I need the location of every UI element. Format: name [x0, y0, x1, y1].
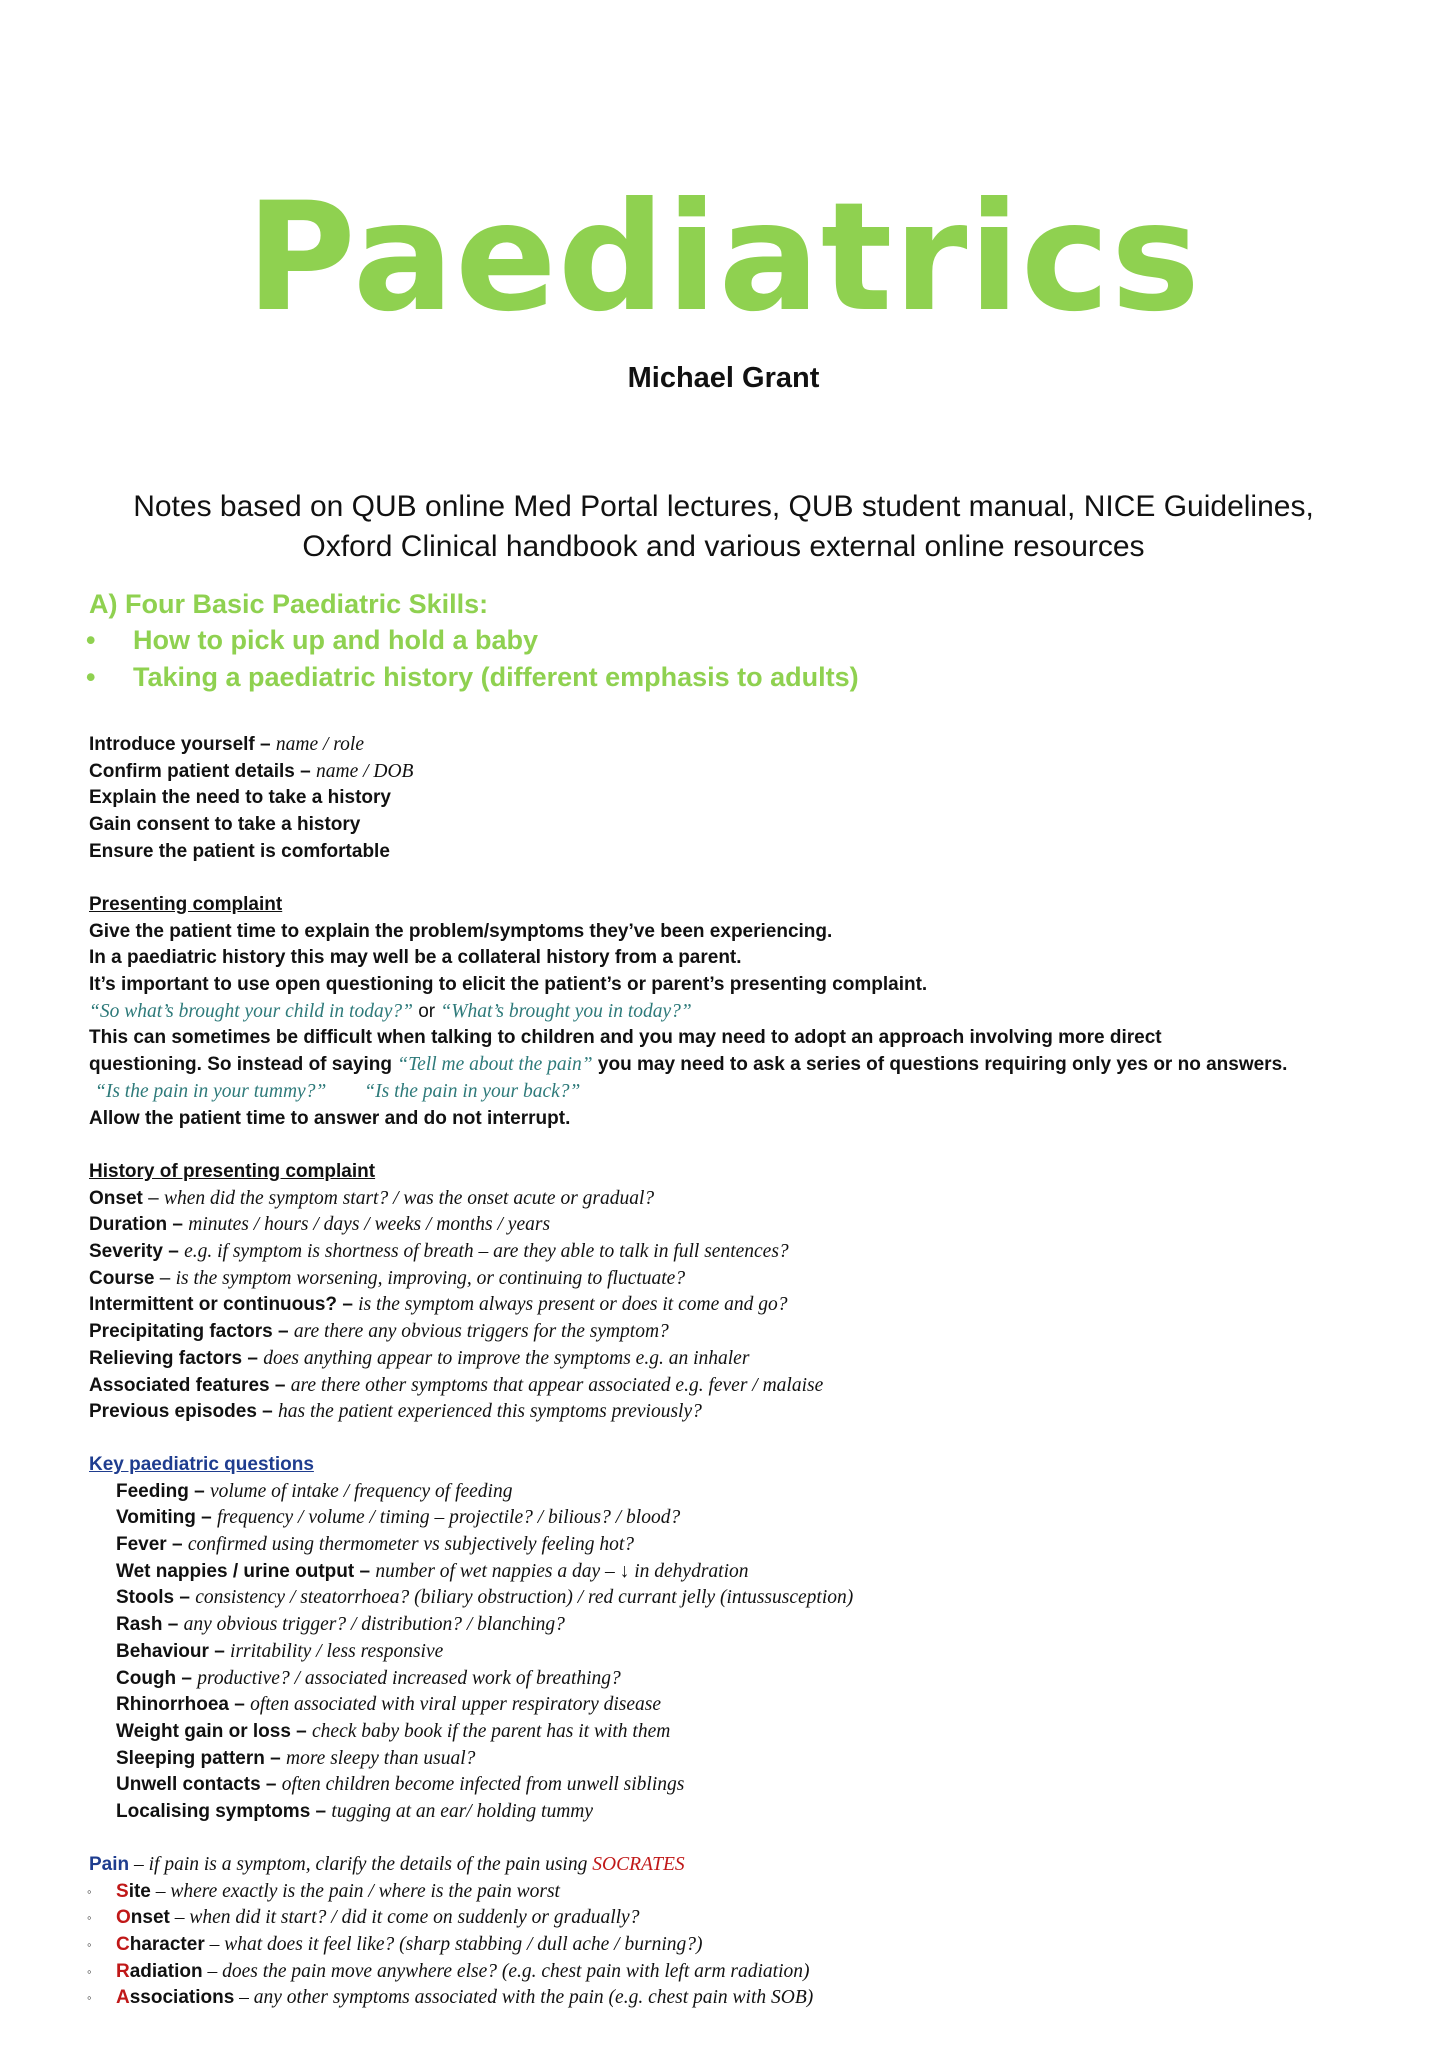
paragraph-line: Give the patient time to explain the problem/symptoms they’ve been experiencing. — [89, 920, 833, 942]
hpc-item — [89, 1266, 823, 1293]
text-span: – any other symptoms associated with the pain (e.g. chest pain with SOB) — [234, 1987, 814, 2009]
intro-line: Gain consent to take a history — [89, 814, 361, 836]
text-span: volume of intake / frequency of feeding — [209, 1480, 513, 1502]
paragraph-line: It’s important to use open questioning to elicit the patient’s or parent’s presenting complaint. — [89, 974, 928, 996]
key-question-item — [89, 1772, 853, 1799]
text-span: Weight gain or loss – — [116, 1720, 307, 1742]
text-span: Precipitating factors – — [89, 1321, 289, 1343]
text-span: Stools – — [116, 1587, 190, 1609]
text-span: Rhinorrhoea – — [116, 1694, 245, 1716]
text-span: “So what’s brought your child in today?” — [89, 1000, 413, 1022]
text-span: when did the symptom start? / was the onset acute or gradual? — [163, 1187, 655, 1209]
text-span: name / DOB — [315, 760, 414, 782]
key-question-item — [89, 1612, 853, 1639]
text-span: any obvious trigger? / distribution? / blanching? — [183, 1614, 565, 1636]
pain-section — [89, 1852, 813, 2012]
pain-intro-line — [89, 1852, 813, 1879]
key-question-item — [89, 1532, 853, 1559]
subtitle-line-2: Oxford Clinical handbook and various external online resources — [302, 530, 1145, 563]
socrates-item — [89, 1905, 813, 1932]
text-span: – does the pain move anywhere else? (e.g. chest pain with left arm radiation) — [202, 1960, 810, 1982]
text-span: irritability / less responsive — [230, 1640, 444, 1662]
text-span: minutes / hours / days / weeks / months / years — [188, 1214, 551, 1236]
text-span: Pain — [89, 1854, 130, 1875]
text-span: A — [116, 1987, 130, 2009]
section-heading: History of presenting complaint — [89, 1161, 376, 1182]
text-span: Feeding – — [116, 1480, 205, 1502]
text-span: haracter — [129, 1934, 205, 1956]
text-span: Unwell contacts – — [116, 1774, 277, 1796]
hpc-section — [89, 1159, 823, 1426]
text-span: “Is the pain in your back?” — [364, 1080, 581, 1102]
socrates-acronym: SOCRATES — [592, 1854, 685, 1875]
key-question-item — [89, 1559, 853, 1586]
text-span: – — [154, 1267, 176, 1289]
intro-line — [89, 732, 413, 759]
text-span: – where exactly is the pain / where is the pain worst — [150, 1880, 560, 1902]
socrates-item — [89, 1932, 813, 1959]
text-span: Associated features – — [89, 1374, 286, 1396]
text-span: frequency / volume / timing – projectile? / bilious? / blood? — [217, 1507, 681, 1529]
key-question-item — [89, 1666, 853, 1693]
text-span: R — [116, 1960, 130, 1982]
key-question-item — [89, 1799, 853, 1826]
paragraph-line: In a paediatric history this may well be a collateral history from a parent. — [89, 947, 742, 969]
text-span: does anything appear to improve the symptoms e.g. an inhaler — [263, 1347, 750, 1369]
text-span: tugging at an ear/ holding tummy — [331, 1800, 594, 1822]
text-span: Rash – — [116, 1614, 179, 1636]
text-span: name / role — [275, 734, 364, 755]
text-span: How to pick up and hold a baby — [133, 625, 539, 655]
text-span: productive? / associated increased work of breathing? — [197, 1667, 621, 1689]
key-questions-section — [89, 1452, 853, 1826]
section-heading: Presenting complaint — [89, 894, 283, 915]
text-span: are there other symptoms that appear associated e.g. fever / malaise — [290, 1374, 824, 1396]
hpc-item — [89, 1292, 823, 1319]
text-span: Course — [89, 1267, 155, 1289]
text-span: – when did it start? / did it come on suddenly or gradually? — [169, 1907, 640, 1929]
hpc-item — [89, 1212, 823, 1239]
text-span: Introduce yourself – — [89, 734, 276, 755]
text-span: Vomiting – — [116, 1507, 212, 1529]
key-question-item — [89, 1719, 853, 1746]
text-span: “Tell me about the pain” — [397, 1054, 593, 1076]
text-span: C — [116, 1934, 130, 1956]
text-span: e.g. if symptom is shortness of breath – are they able to talk in full sentences? — [184, 1241, 789, 1263]
text-span: is the symptom worsening, improving, or continuing to fluctuate? — [175, 1267, 686, 1289]
key-question-item — [89, 1692, 853, 1719]
bullet-icon: • — [86, 625, 96, 655]
subtitle-line-1: Notes based on QUB online Med Portal lectures, QUB student manual, NICE Guidelines, — [133, 490, 1314, 523]
paragraph-line: Allow the patient time to answer and do not interrupt. — [89, 1107, 571, 1129]
text-span: are there any obvious triggers for the symptom? — [293, 1321, 669, 1343]
hpc-item — [89, 1186, 823, 1213]
circle-bullet-icon: ◦ — [87, 1963, 92, 1979]
text-span: adiation — [129, 1960, 203, 1982]
text-span: Localising symptoms – — [116, 1800, 327, 1822]
key-question-item — [89, 1746, 853, 1773]
key-question-item — [89, 1639, 853, 1666]
key-question-item — [89, 1505, 853, 1532]
presenting-complaint-section — [89, 892, 1287, 1132]
paragraph-line — [89, 1052, 1287, 1079]
socrates-item — [89, 1985, 813, 2012]
text-span: ssociations — [129, 1987, 235, 2009]
key-question-item — [89, 1585, 853, 1612]
circle-bullet-icon: ◦ — [87, 1937, 92, 1953]
text-span: Relieving factors – — [89, 1347, 258, 1369]
hpc-item — [89, 1239, 823, 1266]
text-span: more sleepy than usual? — [285, 1747, 476, 1769]
socrates-item — [89, 1879, 813, 1906]
text-span: consistency / steatorrhoea? (biliary obstruction) / red currant jelly (intussusception) — [195, 1587, 854, 1609]
hpc-item — [89, 1319, 823, 1346]
text-span: Duration – — [89, 1214, 183, 1236]
text-span: Sleeping pattern – — [116, 1747, 281, 1769]
text-span: S — [116, 1880, 129, 1902]
author-name: Michael Grant — [627, 362, 820, 394]
text-span: is the symptom always present or does it come and go? — [358, 1294, 788, 1316]
text-span: – — [142, 1187, 164, 1209]
text-span: or — [412, 1000, 441, 1022]
section-heading: Key paediatric questions — [89, 1454, 314, 1475]
text-span: Fever – — [116, 1534, 183, 1556]
hpc-item — [89, 1373, 823, 1400]
circle-bullet-icon: ◦ — [87, 1990, 92, 2006]
text-span: “What’s brought you in today?” — [440, 1000, 692, 1022]
text-span: Severity – — [89, 1241, 179, 1263]
intro-line: Explain the need to take a history — [89, 787, 391, 809]
text-span: questioning. So instead of saying — [89, 1054, 398, 1076]
example-quotes-line — [89, 1079, 1287, 1106]
text-span: O — [116, 1907, 131, 1929]
circle-bullet-icon: ◦ — [87, 1910, 92, 1926]
circle-bullet-icon: ◦ — [87, 1883, 92, 1899]
intro-line — [89, 759, 413, 786]
subtitle — [100, 487, 1347, 567]
intro-block — [89, 732, 413, 865]
text-span: Taking a paediatric history (different emphasis to adults) — [133, 662, 859, 692]
text-span: Onset — [89, 1187, 143, 1209]
text-span: often associated with viral upper respiratory disease — [250, 1694, 662, 1716]
bullet-icon: • — [86, 662, 96, 692]
text-span: “Is the pain in your tummy?” — [95, 1080, 327, 1102]
text-span: you may need to ask a series of questions requiring only yes or no answers. — [592, 1054, 1288, 1076]
socrates-item — [89, 1959, 813, 1986]
text-span: Previous episodes – — [89, 1401, 273, 1423]
text-span: – if pain is a symptom, clarify the details of the pain using — [129, 1854, 593, 1875]
example-quotes-line — [89, 999, 1287, 1026]
text-span: Cough – — [116, 1667, 192, 1689]
text-span: – what does it feel like? (sharp stabbing / dull ache / burning?) — [204, 1934, 703, 1956]
paragraph-line: This can sometimes be difficult when talking to children and you may need to adopt an approach involving more direct — [89, 1027, 1162, 1049]
text-span: Wet nappies / urine output – — [116, 1560, 371, 1582]
text-span: Intermittent or continuous? – — [89, 1294, 353, 1316]
text-span: number of wet nappies a day – ↓ in dehydration — [375, 1560, 749, 1582]
section-a-heading: A) Four Basic Paediatric Skills: — [89, 589, 489, 619]
text-span: Behaviour – — [116, 1640, 225, 1662]
text-span: nset — [130, 1907, 170, 1929]
text-span: often children become infected from unwell siblings — [281, 1774, 685, 1796]
text-span: check baby book if the parent has it with them — [312, 1720, 671, 1742]
hpc-item — [89, 1346, 823, 1373]
text-span: ite — [128, 1880, 151, 1902]
page-title: Paediatrics — [245, 171, 1202, 345]
text-span: has the patient experienced this symptoms previously? — [278, 1401, 702, 1423]
text-span: confirmed using thermometer vs subjectively feeling hot? — [187, 1534, 635, 1556]
key-question-item — [89, 1479, 853, 1506]
hpc-item — [89, 1399, 823, 1426]
text-span: Confirm patient details – — [89, 760, 316, 782]
intro-line: Ensure the patient is comfortable — [89, 840, 390, 862]
